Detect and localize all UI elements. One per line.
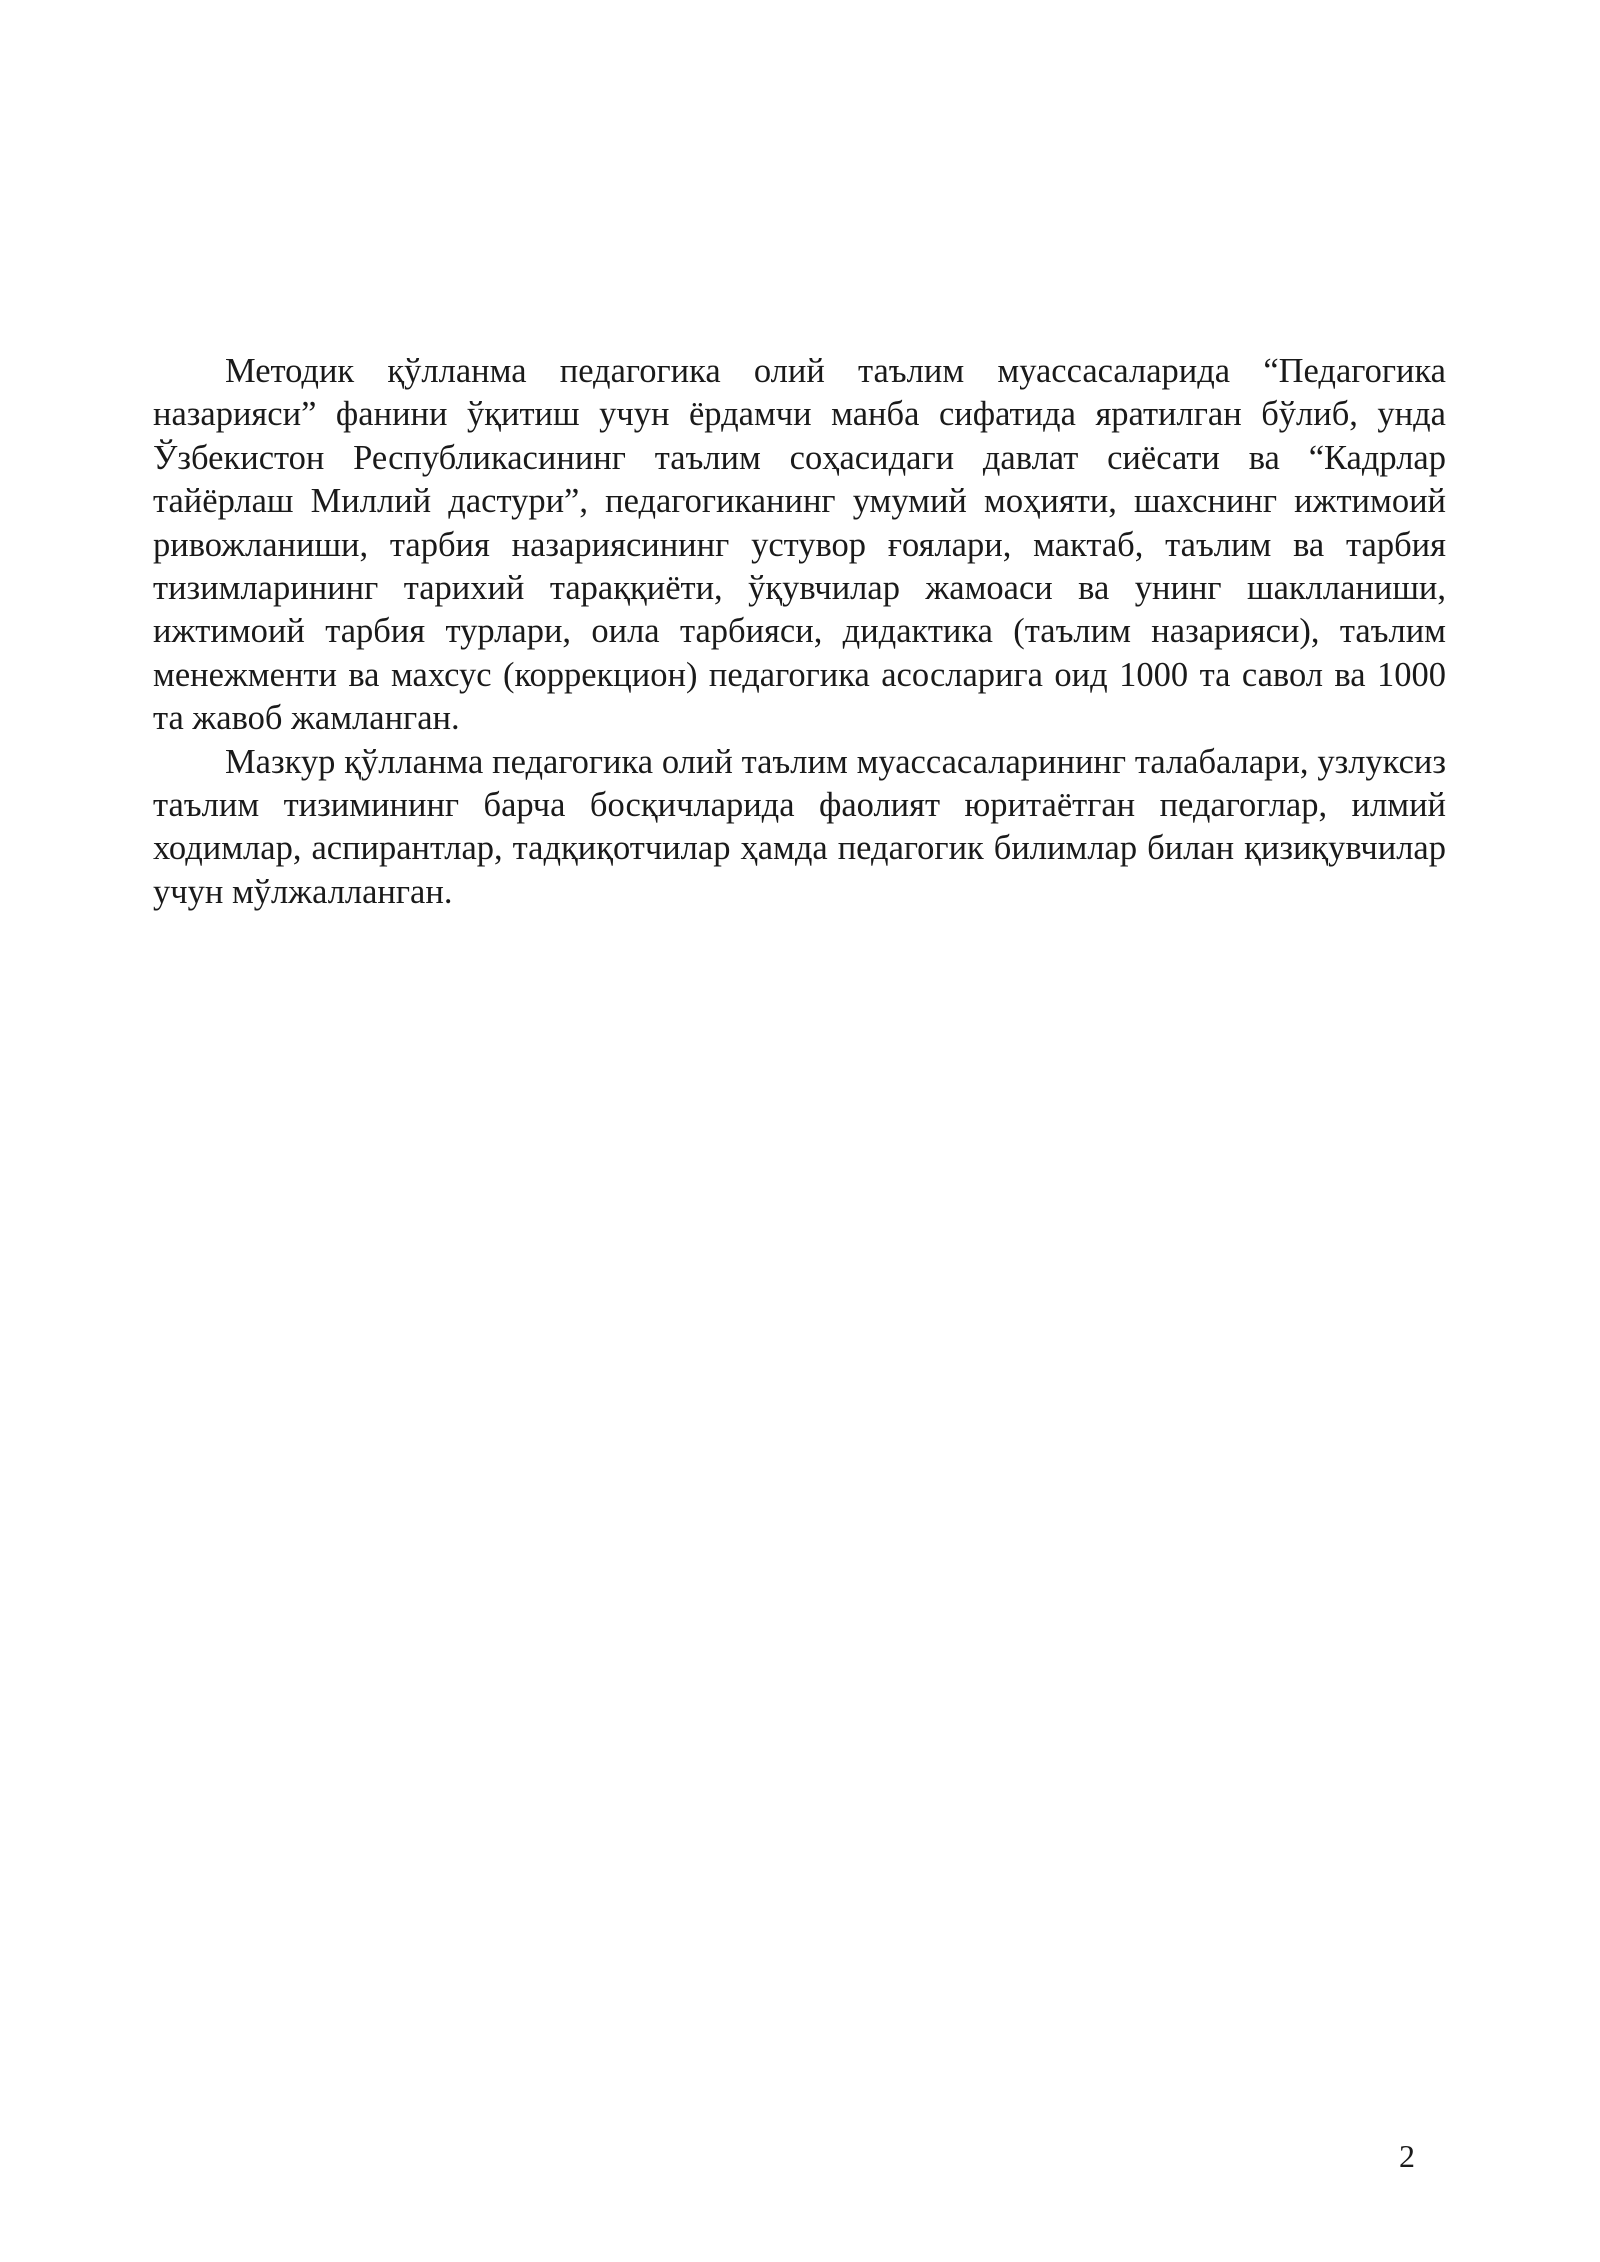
paragraph-purpose: Методик қўлланма педагогика олий таълим муассасаларида “Педагогика назарияси” фанини ўқитиш учун ёрдамчи манба сифатида яратилган бўлиб, унда Ўзбекистон Республикасининг таълим соҳасидаги давлат сиёсати ва “Кадрлар тайёрлаш Миллий дастури”, педагогиканинг умумий моҳияти, шахснинг ижтимоий ривожланиши, тарбия назариясининг устувор ғоялари, мактаб, таълим ва тарбия тизимларининг тарихий тараққиёти, ўқувчилар жамоаси ва унинг шаклланиши, ижтимоий тарбия турлари, оила тарбияси, дидактика (таълим назарияси), таълим менежменти ва махсус (коррекцион) педагогика асосларига оид 1000 та савол ва 1000 та жавоб жамланган. [153, 352, 1446, 738]
paragraph-audience: Мазкур қўлланма педагогика олий таълим муассасаларининг талабалари, узлуксиз таълим тизимининг барча босқичларида фаолият юритаётган педагоглар, илмий ходимлар, аспирантлар, тадқиқотчилар ҳамда педагогик билимлар билан қизиқувчилар учун мўлжалланган. [153, 742, 1446, 911]
page-number: 2 [1399, 2138, 1415, 2174]
body-text [153, 350, 1446, 914]
